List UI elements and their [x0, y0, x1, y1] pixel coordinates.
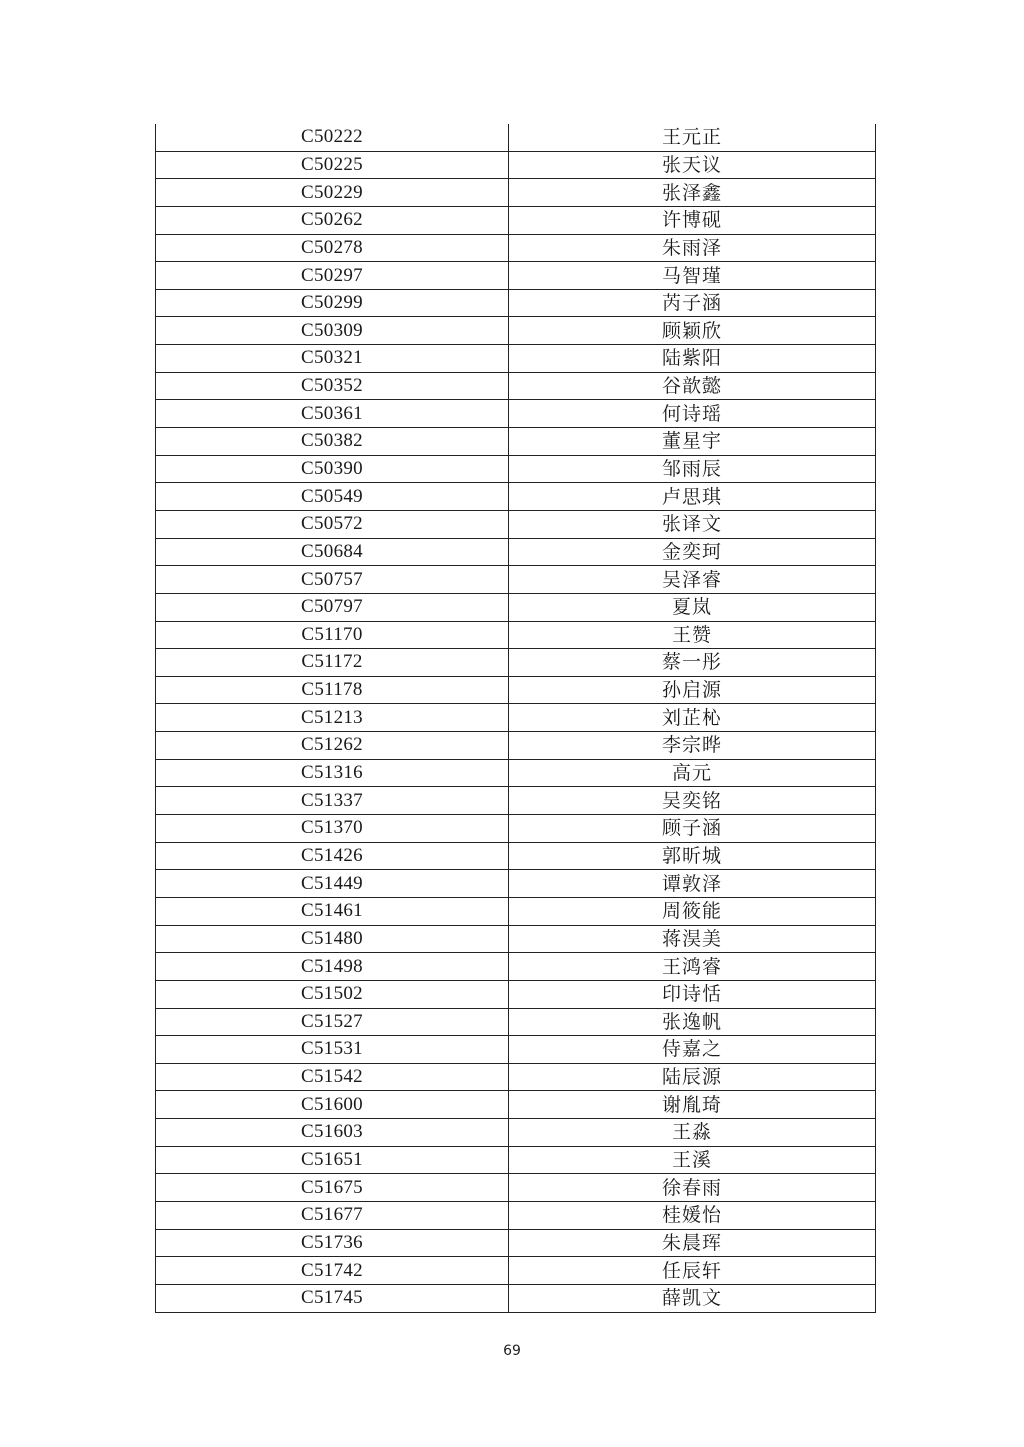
table-row [156, 870, 876, 898]
candidate-name-cell: 金奕珂 [509, 538, 876, 566]
table-row [156, 815, 876, 843]
candidate-code-cell: C51736 [156, 1229, 509, 1257]
table-row [156, 732, 876, 760]
candidate-code-cell: C50390 [156, 455, 509, 483]
candidate-code-cell: C51316 [156, 759, 509, 787]
table-row [156, 1063, 876, 1091]
candidate-name-cell: 董星宇 [509, 428, 876, 456]
candidate-name-cell: 周筱能 [509, 897, 876, 925]
candidate-code-cell: C50297 [156, 262, 509, 290]
candidate-code-cell: C51178 [156, 676, 509, 704]
table-row [156, 234, 876, 262]
candidate-code-cell: C50382 [156, 428, 509, 456]
table-row [156, 1229, 876, 1257]
table-row [156, 151, 876, 179]
table-row [156, 759, 876, 787]
candidate-code-cell: C50262 [156, 206, 509, 234]
candidate-code-cell: C51170 [156, 621, 509, 649]
table-row [156, 262, 876, 290]
table-row [156, 510, 876, 538]
candidate-name-cell: 顾子涵 [509, 815, 876, 843]
candidate-code-cell: C50572 [156, 510, 509, 538]
candidate-name-cell: 侍嘉之 [509, 1036, 876, 1064]
candidate-name-cell: 陆辰源 [509, 1063, 876, 1091]
candidate-code-cell: C51742 [156, 1257, 509, 1285]
table-row [156, 428, 876, 456]
candidate-code-cell: C50299 [156, 289, 509, 317]
candidate-code-cell: C50321 [156, 345, 509, 373]
candidate-code-cell: C50757 [156, 566, 509, 594]
candidate-name-cell: 谭敦泽 [509, 870, 876, 898]
candidate-code-cell: C50229 [156, 179, 509, 207]
table-row [156, 1036, 876, 1064]
table-row [156, 345, 876, 373]
candidate-name-cell: 陆紫阳 [509, 345, 876, 373]
candidate-name-cell: 桂媛怡 [509, 1201, 876, 1229]
candidate-name-cell: 李宗晔 [509, 732, 876, 760]
candidate-code-cell: C51745 [156, 1284, 509, 1312]
table-row [156, 1174, 876, 1202]
candidate-name-cell: 何诗瑶 [509, 400, 876, 428]
table-row [156, 538, 876, 566]
table-row [156, 1257, 876, 1285]
table-row [156, 676, 876, 704]
candidate-name-cell: 朱雨泽 [509, 234, 876, 262]
table-row [156, 289, 876, 317]
candidate-code-cell: C51337 [156, 787, 509, 815]
table-row [156, 953, 876, 981]
candidate-name-cell: 谷歆懿 [509, 372, 876, 400]
table-row [156, 455, 876, 483]
table-row [156, 1008, 876, 1036]
roster-table-container [155, 124, 875, 1313]
table-row [156, 704, 876, 732]
candidate-name-cell: 朱晨珲 [509, 1229, 876, 1257]
candidate-name-cell: 郭昕城 [509, 842, 876, 870]
candidate-name-cell: 印诗恬 [509, 980, 876, 1008]
candidate-name-cell: 王元正 [509, 124, 876, 151]
table-row [156, 124, 876, 151]
table-row [156, 621, 876, 649]
candidate-code-cell: C50361 [156, 400, 509, 428]
candidate-code-cell: C50352 [156, 372, 509, 400]
candidate-name-cell: 顾颖欣 [509, 317, 876, 345]
candidate-code-cell: C51600 [156, 1091, 509, 1119]
candidate-name-cell: 张天议 [509, 151, 876, 179]
candidate-code-cell: C51603 [156, 1119, 509, 1147]
candidate-name-cell: 王赞 [509, 621, 876, 649]
candidate-name-cell: 高元 [509, 759, 876, 787]
candidate-name-cell: 蒋淏美 [509, 925, 876, 953]
table-row [156, 179, 876, 207]
table-row [156, 593, 876, 621]
table-row [156, 483, 876, 511]
table-row [156, 925, 876, 953]
table-row [156, 980, 876, 1008]
page-number: 69 [503, 1343, 521, 1359]
table-row [156, 206, 876, 234]
candidate-code-cell: C51498 [156, 953, 509, 981]
candidate-name-cell: 吴奕铭 [509, 787, 876, 815]
candidate-name-cell: 吴泽睿 [509, 566, 876, 594]
candidate-name-cell: 谢胤琦 [509, 1091, 876, 1119]
candidate-code-cell: C51461 [156, 897, 509, 925]
table-row [156, 842, 876, 870]
candidate-code-cell: C50222 [156, 124, 509, 151]
candidate-code-cell: C50549 [156, 483, 509, 511]
table-row [156, 372, 876, 400]
candidate-name-cell: 孙启源 [509, 676, 876, 704]
table-row [156, 1119, 876, 1147]
roster-table-body [156, 124, 876, 1312]
candidate-name-cell: 蔡一彤 [509, 649, 876, 677]
candidate-code-cell: C51542 [156, 1063, 509, 1091]
candidate-code-cell: C51172 [156, 649, 509, 677]
candidate-code-cell: C51651 [156, 1146, 509, 1174]
candidate-name-cell: 王淼 [509, 1119, 876, 1147]
candidate-name-cell: 刘芷杺 [509, 704, 876, 732]
table-row [156, 1201, 876, 1229]
candidate-name-cell: 张译文 [509, 510, 876, 538]
candidate-name-cell: 夏岚 [509, 593, 876, 621]
candidate-code-cell: C51531 [156, 1036, 509, 1064]
table-row [156, 1284, 876, 1312]
candidate-name-cell: 马智瑾 [509, 262, 876, 290]
candidate-code-cell: C50684 [156, 538, 509, 566]
table-row [156, 1146, 876, 1174]
candidate-name-cell: 卢思琪 [509, 483, 876, 511]
candidate-code-cell: C51262 [156, 732, 509, 760]
candidate-code-cell: C50797 [156, 593, 509, 621]
roster-table [155, 124, 876, 1313]
table-row [156, 787, 876, 815]
candidate-code-cell: C50309 [156, 317, 509, 345]
candidate-code-cell: C51449 [156, 870, 509, 898]
table-row [156, 566, 876, 594]
candidate-name-cell: 徐春雨 [509, 1174, 876, 1202]
candidate-name-cell: 张逸帆 [509, 1008, 876, 1036]
candidate-code-cell: C51527 [156, 1008, 509, 1036]
candidate-code-cell: C51675 [156, 1174, 509, 1202]
candidate-name-cell: 芮子涵 [509, 289, 876, 317]
table-row [156, 649, 876, 677]
candidate-name-cell: 张泽鑫 [509, 179, 876, 207]
candidate-code-cell: C50278 [156, 234, 509, 262]
table-row [156, 1091, 876, 1119]
table-row [156, 317, 876, 345]
candidate-code-cell: C51213 [156, 704, 509, 732]
candidate-name-cell: 邹雨辰 [509, 455, 876, 483]
candidate-code-cell: C51677 [156, 1201, 509, 1229]
candidate-name-cell: 王鸿睿 [509, 953, 876, 981]
table-row [156, 897, 876, 925]
candidate-name-cell: 许博砚 [509, 206, 876, 234]
candidate-name-cell: 薛凯文 [509, 1284, 876, 1312]
candidate-name-cell: 任辰轩 [509, 1257, 876, 1285]
candidate-code-cell: C51370 [156, 815, 509, 843]
candidate-code-cell: C51426 [156, 842, 509, 870]
candidate-name-cell: 王溪 [509, 1146, 876, 1174]
table-row [156, 400, 876, 428]
candidate-code-cell: C51480 [156, 925, 509, 953]
candidate-code-cell: C50225 [156, 151, 509, 179]
candidate-code-cell: C51502 [156, 980, 509, 1008]
